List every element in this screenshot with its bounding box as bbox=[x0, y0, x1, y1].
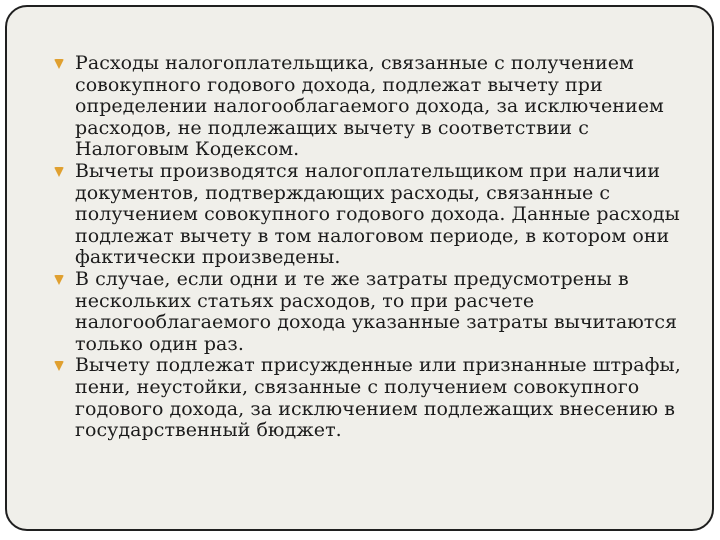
triangle-bullet-icon bbox=[54, 275, 64, 285]
bullet-text: В случае, если одни и те же затраты предусмотрены в нескольких статьях расходов, то при расчете налогооблагаемого дохода указанные затраты вычитаются только один раз. bbox=[75, 267, 678, 355]
bullet-item bbox=[51, 355, 691, 441]
content-panel bbox=[5, 5, 714, 531]
bullet-list bbox=[51, 53, 691, 442]
bullet-text: Вычеты производятся налогоплательщиком при наличии документов, подтверждающих расходы, связанные с получением совокупного годового дохода. Данные расходы подлежат вычету в том налоговом периоде, в котором они фактически произведены. bbox=[75, 159, 680, 269]
bullet-text: Расходы налогоплательщика, связанные с получением совокупного годового дохода, подлежат вычету при определении налогооблагаемого дохода, за исключением расходов, не подлежащих вычету в соответствии с Налоговым Кодексом. bbox=[75, 52, 664, 161]
triangle-bullet-icon bbox=[54, 361, 64, 371]
bullet-item bbox=[51, 269, 691, 355]
bullet-item bbox=[51, 53, 691, 161]
bullet-text: Вычету подлежат присужденные или признанные штрафы, пени, неустойки, связанные с получением совокупного годового дохода, за исключением подлежащих внесению в государственный бюджет. bbox=[75, 354, 681, 442]
triangle-bullet-icon bbox=[54, 167, 64, 177]
bullet-item bbox=[51, 161, 691, 269]
triangle-bullet-icon bbox=[54, 59, 64, 69]
